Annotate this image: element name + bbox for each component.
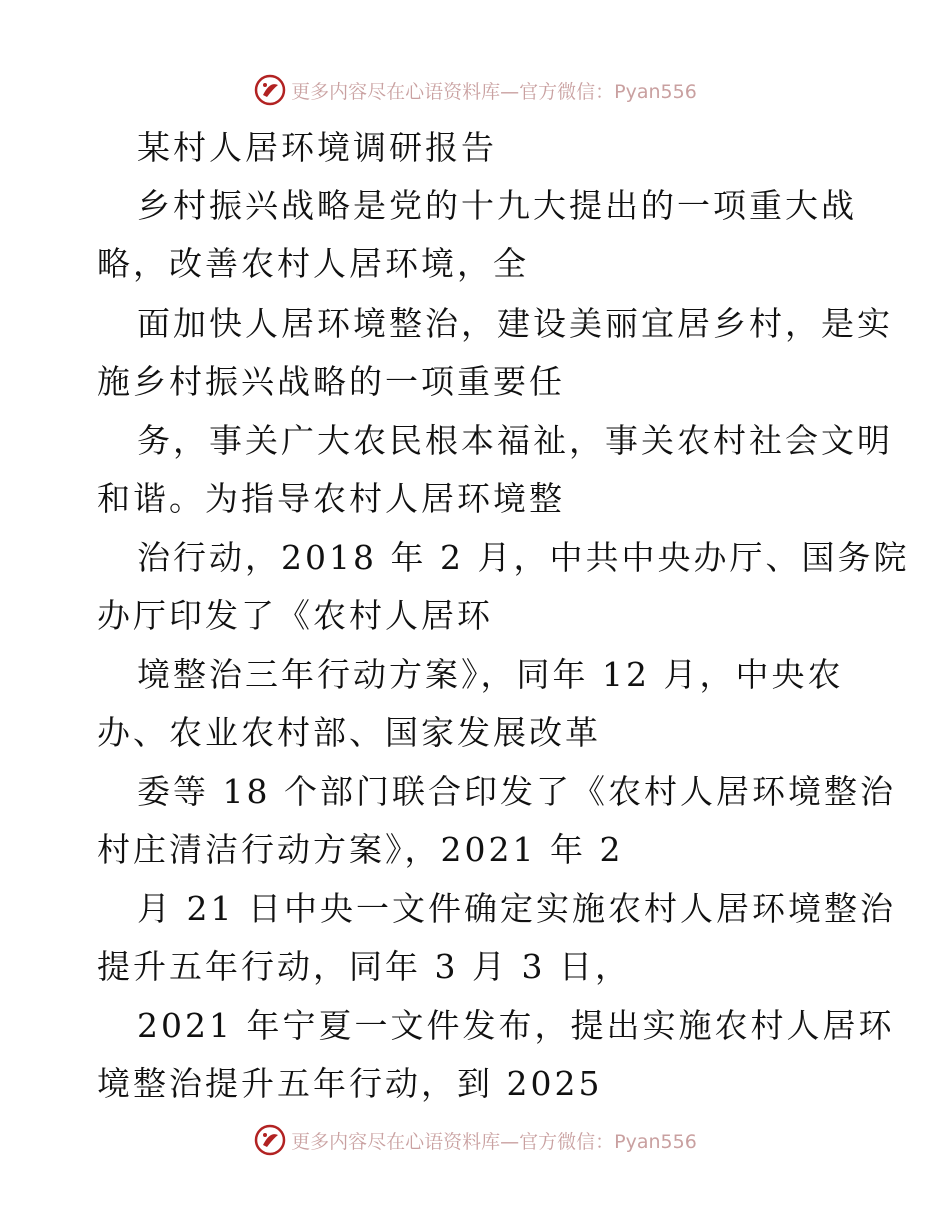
paragraph-line: 面加快人居环境整治，建设美丽宜居乡村，是实 [137, 304, 893, 343]
paragraph-line: 境整治三年行动方案》，同年 12 月，中央农 [137, 655, 844, 694]
paragraph-line: 委等 18 个部门联合印发了《农村人居环境整治 [137, 772, 896, 811]
footer-watermark-text: 更多内容尽在心语资料库—官方微信：Pyan556 [291, 1130, 697, 1153]
paragraph-line: 办、农业农村部、国家发展改革 [97, 713, 601, 752]
header-watermark-text: 更多内容尽在心语资料库—官方微信：Pyan556 [291, 80, 697, 103]
paragraph-line: 和谐。为指导农村人居环境整 [97, 479, 565, 518]
paragraph-line: 略，改善农村人居环境，全 [97, 244, 529, 283]
watermark-logo-icon [253, 1123, 287, 1157]
paragraph-line: 务，事关广大农民根本福祉，事关农村社会文明 [137, 421, 893, 460]
paragraph-line: 境整治提升五年行动，到 2025 [97, 1064, 603, 1103]
document-title: 某村人居环境调研报告 [137, 128, 497, 167]
footer-watermark [0, 1120, 950, 1160]
paragraph-line: 2021 年宁夏一文件发布，提出实施农村人居环 [137, 1006, 895, 1045]
paragraph-line: 施乡村振兴战略的一项重要任 [97, 362, 565, 401]
paragraph-line: 治行动，2018 年 2 月，中共中央办厅、国务院 [137, 538, 910, 577]
paragraph-line: 办厅印发了《农村人居环 [97, 596, 493, 635]
paragraph-line: 月 21 日中央一文件确定实施农村人居环境整治 [137, 889, 896, 928]
paragraph-line: 乡村振兴战略是党的十九大提出的一项重大战 [137, 186, 857, 225]
paragraph-line: 村庄清洁行动方案》，2021 年 2 [97, 830, 624, 869]
paragraph-line: 提升五年行动，同年 3 月 3 日， [97, 947, 631, 986]
